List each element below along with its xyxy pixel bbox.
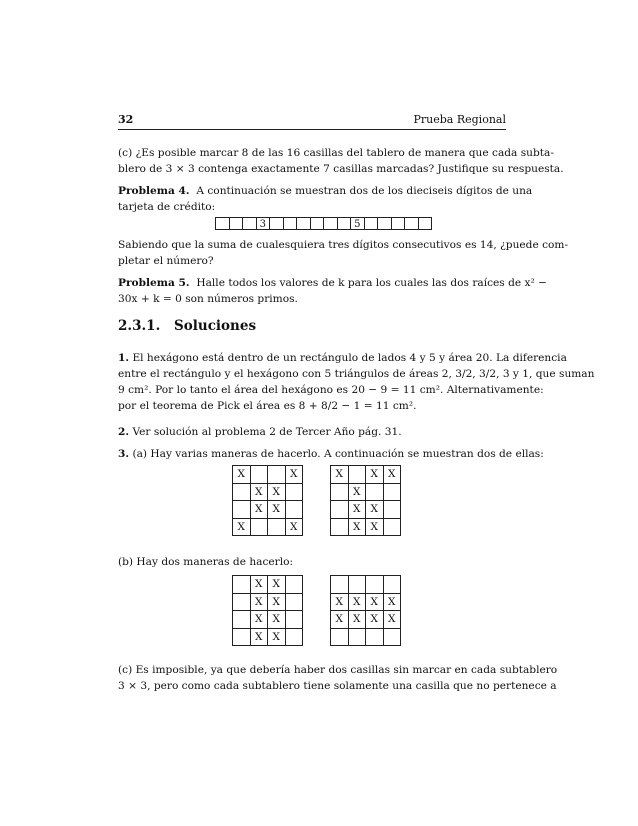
board-cell — [349, 629, 367, 647]
text-line: (c) Es imposible, ya que debería haber dos casillas sin marcar en cada subtablero — [118, 664, 558, 676]
board-cell — [286, 629, 304, 647]
board-cell: X — [331, 594, 349, 612]
text-line: por el teorema de Pick el área es 8 + 8/2 − 1 = 11 cm². — [118, 400, 417, 412]
board-cell: X — [331, 466, 349, 484]
digit-cell — [230, 217, 244, 230]
board-cell: X — [268, 576, 286, 594]
board-cell — [331, 576, 349, 594]
solution-3c — [118, 662, 558, 694]
digit-cell — [378, 217, 392, 230]
digit-cell — [405, 217, 419, 230]
text-line: 9 cm². Por lo tanto el área del hexágono es 20 − 9 = 11 cm². Alternativamente: — [118, 384, 544, 396]
digit-cell — [419, 217, 433, 230]
board-cell: X — [349, 484, 367, 502]
board-cell: X — [268, 594, 286, 612]
board-cell — [331, 629, 349, 647]
board-cell: X — [286, 466, 304, 484]
board-cell: X — [366, 594, 384, 612]
board-cell: X — [366, 519, 384, 537]
problem-label: Problema 5. — [118, 277, 190, 289]
board-cell: X — [251, 576, 269, 594]
digit-cell — [338, 217, 352, 230]
page-number: 32 — [118, 113, 134, 126]
text-line: El hexágono está dentro de un rectángulo de lados 4 y 5 y área 20. La diferencia — [132, 352, 567, 364]
board-cell — [268, 466, 286, 484]
problem-label: Problema 4. — [118, 185, 190, 197]
credit-card-digits — [215, 217, 432, 230]
part-c-paragraph — [118, 145, 564, 177]
problema-4 — [118, 183, 533, 215]
board-cell: X — [268, 501, 286, 519]
board-cell — [233, 576, 251, 594]
board-cell — [286, 501, 304, 519]
section-number: 2.3.1. — [118, 318, 161, 334]
board-cell — [384, 501, 402, 519]
text-line: entre el rectángulo y el hexágono con 5 triángulos de áreas 2, 3/2, 3/2, 3 y 1, que suman — [118, 368, 595, 380]
digit-cell: 5 — [351, 217, 365, 230]
board-cell — [286, 484, 304, 502]
board-cell: X — [366, 466, 384, 484]
board-cell — [384, 484, 402, 502]
board-cell: X — [268, 611, 286, 629]
digit-cell — [216, 217, 230, 230]
digit-cell — [270, 217, 284, 230]
digit-cell — [365, 217, 379, 230]
board-cell — [233, 501, 251, 519]
solution-1 — [118, 350, 595, 414]
board-cell — [349, 576, 367, 594]
text-line: 3 × 3, pero como cada subtablero tiene solamente una casilla que no pertenece a — [118, 680, 557, 692]
solution-label: 3. — [118, 448, 130, 460]
solution-2 — [118, 424, 506, 440]
text-line: Sabiendo que la suma de cualesquiera tres dígitos consecutivos es 14, ¿puede com- — [118, 239, 569, 251]
board-cell — [286, 576, 304, 594]
board-cell: X — [384, 594, 402, 612]
board-cell: X — [331, 611, 349, 629]
text-line: pletar el número? — [118, 255, 214, 267]
board-cell — [384, 576, 402, 594]
board-cell: X — [251, 629, 269, 647]
digit-cell — [243, 217, 257, 230]
board-cell: X — [233, 466, 251, 484]
board-cell — [233, 484, 251, 502]
solution-3b — [118, 554, 506, 570]
solution-label: 1. — [118, 352, 130, 364]
board-b2 — [330, 575, 401, 646]
digit-cell: 3 — [257, 217, 271, 230]
text-line: 30x + k = 0 son números primos. — [118, 293, 298, 305]
digit-cell — [284, 217, 298, 230]
board-b1 — [232, 575, 303, 646]
header-rule — [118, 129, 506, 130]
board-cell — [286, 594, 304, 612]
running-title: Prueba Regional — [413, 113, 506, 126]
board-cell: X — [251, 484, 269, 502]
solution-label: 2. — [118, 426, 130, 438]
board-cell — [286, 611, 304, 629]
text-line: (c) ¿Es posible marcar 8 de las 16 casillas del tablero de manera que cada subta- — [118, 147, 554, 159]
board-cell: X — [233, 519, 251, 537]
board-cell — [331, 501, 349, 519]
digit-cell — [297, 217, 311, 230]
board-cell: X — [251, 594, 269, 612]
board-cell: X — [384, 466, 402, 484]
board-cell — [268, 519, 286, 537]
board-cell: X — [349, 611, 367, 629]
text-line: A continuación se muestran dos de los dieciseis dígitos de una — [196, 185, 533, 197]
board-cell — [251, 466, 269, 484]
board-cell — [331, 484, 349, 502]
board-cell — [349, 466, 367, 484]
solution-3a — [118, 446, 544, 462]
board-cell — [331, 519, 349, 537]
board-cell: X — [349, 501, 367, 519]
board-cell — [366, 629, 384, 647]
board-cell — [384, 519, 402, 537]
board-cell: X — [349, 594, 367, 612]
section-heading — [118, 318, 256, 334]
board-cell — [233, 611, 251, 629]
text-line: Ver solución al problema 2 de Tercer Año pág. 31. — [132, 426, 402, 438]
board-cell: X — [366, 501, 384, 519]
board-cell: X — [366, 611, 384, 629]
problema-5 — [118, 275, 547, 307]
section-title: Soluciones — [174, 318, 257, 334]
board-cell: X — [349, 519, 367, 537]
problema-4-question — [118, 237, 569, 269]
digit-cell — [311, 217, 325, 230]
board-cell: X — [268, 629, 286, 647]
board-cell — [233, 594, 251, 612]
text-line: (a) Hay varias maneras de hacerlo. A continuación se muestran dos de ellas: — [132, 448, 544, 460]
board-a1 — [232, 465, 303, 536]
board-cell: X — [251, 501, 269, 519]
board-cell: X — [384, 611, 402, 629]
board-cell — [366, 484, 384, 502]
board-cell — [384, 629, 402, 647]
digit-cell — [392, 217, 406, 230]
text-line: tarjeta de crédito: — [118, 201, 216, 213]
board-cell: X — [251, 611, 269, 629]
board-cell — [251, 519, 269, 537]
text-line: Halle todos los valores de k para los cuales las dos raíces de x² − — [196, 277, 547, 289]
board-cell: X — [268, 484, 286, 502]
board-cell — [233, 629, 251, 647]
board-cell: X — [286, 519, 304, 537]
digit-cell — [324, 217, 338, 230]
text-line: (b) Hay dos maneras de hacerlo: — [118, 556, 294, 568]
board-a2 — [330, 465, 401, 536]
page-header — [118, 113, 506, 126]
board-cell — [366, 576, 384, 594]
text-line: blero de 3 × 3 contenga exactamente 7 casillas marcadas? Justifique su respuesta. — [118, 163, 564, 175]
